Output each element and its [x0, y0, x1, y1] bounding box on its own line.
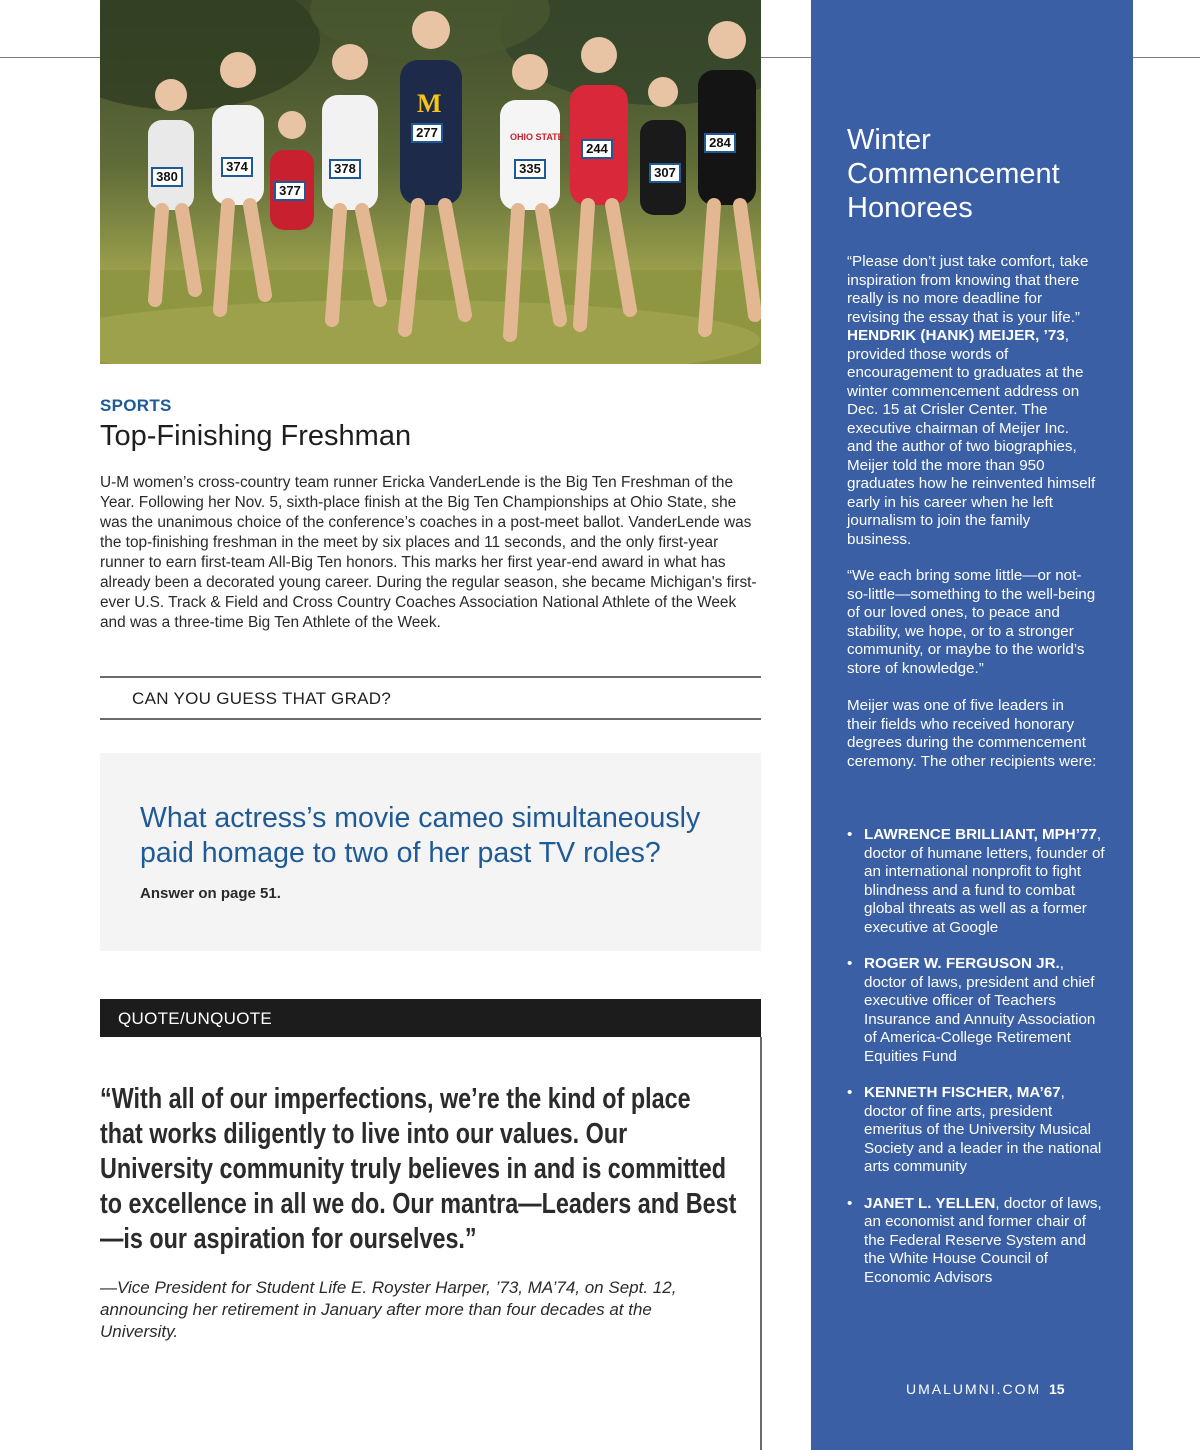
- list-item: [847, 1195, 1107, 1288]
- bib-number: 380: [156, 169, 178, 184]
- bullet-icon: •: [847, 1084, 853, 1101]
- quote-section-bar: [100, 999, 761, 1037]
- list-item: [847, 826, 1107, 937]
- list-item: [847, 955, 1107, 1066]
- honoree-desc: , doctor of humane letters, founder of an international nonprofit to fight blindness and a fund to combat global threats as well as a former executive at Google: [864, 826, 1105, 936]
- guess-section-label: CAN YOU GUESS THAT GRAD?: [132, 689, 392, 708]
- bib-number: 335: [519, 161, 541, 176]
- commencement-sidebar: [811, 0, 1133, 1450]
- bullet-icon: •: [847, 955, 853, 972]
- bib-number: 277: [416, 125, 438, 140]
- bib-number: 378: [334, 161, 356, 176]
- honoree-name: ROGER W. FERGUSON JR.: [864, 955, 1060, 972]
- article-body: U-M women’s cross-country team runner Ericka VanderLende is the Big Ten Freshman of the Year. Following her Nov. 5, sixth-place finish at the Big Ten Championships at Ohio State, she was the unanimous choice of the conference’s coaches in a post-meet ballot. VanderLende was the top-finishing freshman in the meet by six places and 11 seconds, and the only first-year runner to earn first-team All-Big Ten honors. This marks her first year-end award in what has already been a decorated young career. During the regular season, she became Michigan's first-ever U.S. Track & Field and Cross Country Coaches Association National Athlete of the Week and was a three-time Big Ten Athlete of the Week.: [100, 474, 757, 631]
- footer-site: UMALUMNI.COM: [906, 1381, 1042, 1397]
- page-number: 15: [1049, 1381, 1065, 1397]
- meijer-quote: “Please don’t just take comfort, take inspiration from knowing that there really is no more deadline for revising the essay that is your life.”: [847, 253, 1089, 326]
- section-kicker: SPORTS: [100, 396, 172, 415]
- honoree-name: JANET L. YELLEN: [864, 1194, 996, 1212]
- cross-country-photo: [100, 0, 761, 364]
- bib-number: 244: [586, 141, 608, 156]
- section-rule-bottom: [100, 718, 761, 720]
- article-headline: Top-Finishing Freshman: [100, 420, 412, 452]
- bib-number: 374: [226, 159, 248, 174]
- meijer-name: HENDRIK (HANK) MEIJER, ’73: [847, 327, 1065, 344]
- trivia-box: [100, 753, 761, 951]
- sidebar-paragraph-3: Meijer was one of five leaders in their fields who received honorary degrees during the commencement ceremony. The other recipients were:: [847, 697, 1097, 770]
- bullet-icon: •: [847, 1194, 853, 1212]
- runners-illustration: [100, 0, 761, 364]
- trivia-answer-ref: Answer on page 51.: [140, 885, 281, 902]
- bib-number: 284: [709, 135, 731, 150]
- sidebar-paragraph-1: [847, 253, 1097, 549]
- sidebar-title: Winter Commencement Honorees: [847, 124, 1060, 224]
- section-rule-top: [100, 676, 761, 678]
- quote-section-label: QUOTE/UNQUOTE: [118, 1009, 273, 1028]
- michigan-logo: M: [417, 89, 442, 118]
- honoree-name: KENNETH FISCHER, MA’67: [864, 1084, 1061, 1101]
- trivia-question: What actress’s movie cameo simultaneously paid homage to two of her past TV roles?: [140, 802, 701, 869]
- bib-number: 307: [654, 165, 676, 180]
- quote-side-rule: [760, 1037, 762, 1450]
- honoree-desc: , doctor of fine arts, president emeritus of the University Musical Society and a leader in the national arts community: [864, 1084, 1102, 1175]
- pull-quote: “With all of our imperfections, we’re the kind of place that works diligently to live into our values. Our University community truly believes in and is committed to excellence in all we do. Our mantra—Leaders and Best—is our aspiration for ourselves.”: [100, 1083, 737, 1255]
- honoree-name: LAWRENCE BRILLIANT, MPH’77: [864, 826, 1097, 843]
- jersey-text: OHIO STATE: [510, 132, 564, 142]
- quote-attribution: —Vice President for Student Life E. Royster Harper, ’73, MA’74, on Sept. 12, announcing her retirement in January after more than four decades at the University.: [100, 1278, 677, 1341]
- list-item: [847, 1084, 1107, 1177]
- honoree-desc: , doctor of laws, president and chief executive officer of Teachers Insurance and Annuity Association of America-College Retirement Equities Fund: [864, 955, 1096, 1065]
- honorees-list: [847, 826, 1107, 1305]
- sidebar-paragraph-2: “We each bring some little—or not-so-little—something to the well-being of our loved ones, to peace and stability, we hope, or to a stronger community, or maybe to the world’s store of knowledge.”: [847, 567, 1096, 677]
- bib-number: 377: [279, 183, 301, 198]
- bullet-icon: •: [847, 826, 853, 843]
- meijer-description: , provided those words of encouragement to graduates at the winter commencement address on Dec. 15 at Crisler Center. The executive chairman of Meijer Inc. and the author of two biographies, Meijer told the more than 950 graduates how he reinvented himself early in his career when he left journalism to join the family business.: [847, 327, 1096, 548]
- honoree-desc: , doctor of laws, an economist and former chair of the Federal Reserve System and the White House Council of Economic Advisors: [864, 1194, 1102, 1286]
